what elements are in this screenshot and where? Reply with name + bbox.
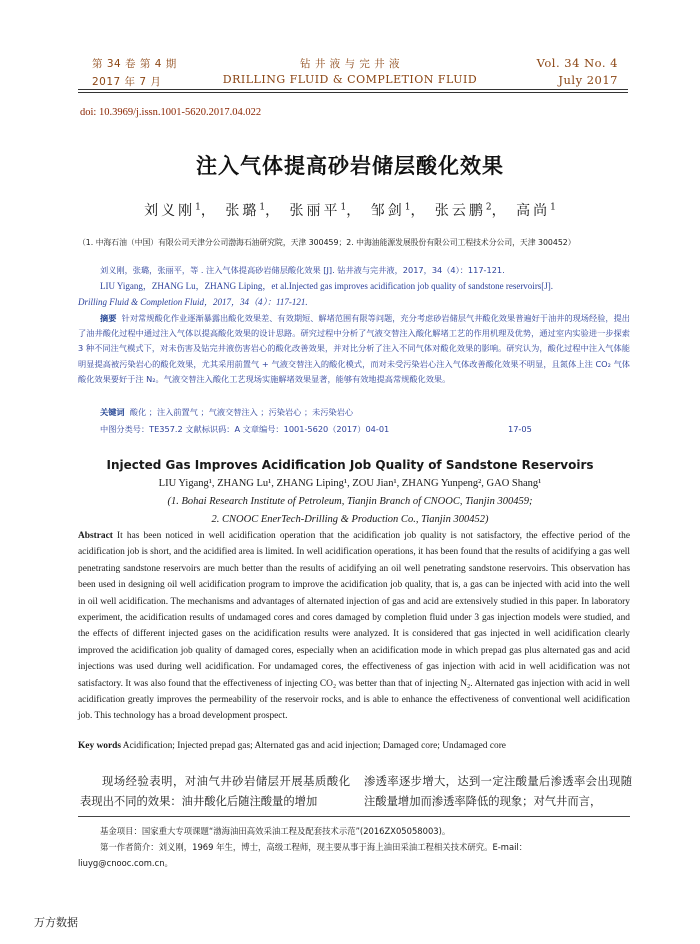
abstract-cn <box>78 311 630 387</box>
abstract-en-text: It has been noticed in well acidification operation that the acidification job quality is not satisfactory, the effective period of the acidification job is short, and the acidified area is limited. In well acidification operations, it has been found that the results of acidifying a gas well penetrating sandstone reservoirs are much better than the results of acidifying an oil well penetrating sandstone reservoirs. This observation has been used in designing oil well acidification program to improve the acidification job quality, that is, a gas can be injected with acid into the well in oil well acidification. The mechanisms and advantages of alternated injection of gas and acid are extensively studied in this paper. In laboratory experiment, the acidification results of undamaged cores and cores damaged by completion fluid under 3 gas injection models were studied, and the effects of different injected gases on the acidification results were analyzed. It is considered that gas injected in well acidification clearly improved the acidification job quality of damaged cores, especially when an acidification mode in which prepad gas plus alternated gas and acid injections was used during well acidification. For undamaged cores, the effectiveness of gas injection with acid in well acidification was not satisfactory. It was also found that the effectiveness of injecting CO₂ was better than that of injecting N₂. Alternated gas injection with acid in well acidification greatly improves the permeability of the reservoir rocks, and is able to enhance the effectiveness of conventional well acidification job. This technology has a broad development prospect. <box>78 531 631 722</box>
footnote-author-email: liuyg@cnooc.com.cn。 <box>78 857 173 868</box>
keywords-cn-text: 酸化 ；注入前置气 ；气液交替注入 ；污染岩心 ；未污染岩心 <box>129 407 354 417</box>
abstract-en-label: Abstract <box>78 531 113 541</box>
author-sup: 1 <box>550 202 556 213</box>
authors-cn: 刘义刚$^1$， 张璐$^1$， 张丽平$^1$， 邹剑$^1$， 张云鹏$^2$， 高尚$^1$ <box>144 202 556 219</box>
header-rule-thin <box>78 92 628 93</box>
author-sup: 1 <box>259 202 266 213</box>
abstract-cn-label: 摘要 <box>100 313 117 323</box>
affiliation-en-2: 2. CNOOC EnerTech-Drilling & Production Co., Tianjin 300452) <box>211 514 489 525</box>
author-cn: 张云鹏 <box>434 203 486 219</box>
keywords-cn <box>78 405 633 421</box>
abstract-en <box>78 528 630 725</box>
citation-en-1: LIU Yigang，ZHANG Lu，ZHANG Liping，et al.Injected gas improves acidification job quality of sandstone reservoirs[J]. <box>100 281 554 291</box>
author-sup: 2 <box>485 202 492 213</box>
body-right-column: 渗透率逐步增大，达到一定注酸量后渗透率会出现随注酸量增加而渗透率降低的现象；对气井而言， <box>364 775 632 808</box>
author-cn: 高尚 <box>516 203 551 219</box>
author-cn: 张丽平 <box>289 203 341 219</box>
classification-text: 中图分类号：TE357.2 文献标识码：A 文章编号：1001-5620（2017）04-01 <box>100 424 390 434</box>
keywords-en-text: Acidification; Injected prepad gas; Alternated gas and acid injection; Damaged core; Undamaged core <box>122 741 506 751</box>
vol-en: Vol. 34 No. 4 <box>536 56 618 70</box>
footnote-fund: 基金项目：国家重大专项课题“渤海油田高效采油工程及配套技术示范”(2016ZX05058003)。 <box>100 826 451 836</box>
abstract-cn-text: 针对常规酸化作业逐渐暴露出酸化效果差、有效期短、解堵范围有限等问题，充分考虑砂岩储层气井酸化效果普遍好于油井的现场经验，提出了油井酸化过程中通过注入气体以提高酸化效果的设计思路。研究过程中分析了气液交替注入酸化解堵工艺的作用机理及优势，通过室内实验进一步探索 3 种不同注气模式下，对未伤害及钻完井液伤害岩心的酸化改善效果，并对比分析了注入不同气体对酸化效果的影响。研究认为，酸化过程中注入气体能明显提高被污染岩心的酸化效果，尤其采用前置气 + 气液交替注入的酸化模式，而对未受污染岩心注入气体改善酸化效果不明显，且氮体上注 CO₂ 气体酸化效果要好于注 N₂。气液交替注入酸化工艺现场实施解堵效果显著，能够有效地提高常规酸化效果。 <box>78 313 630 384</box>
keywords-cn-label: 关键词 <box>100 407 125 417</box>
page-marker: 17-05 <box>508 424 532 434</box>
journal-en: DRILLING FLUID & COMPLETION FLUID <box>222 73 478 86</box>
issue-cn: 第 34 卷 第 4 期 <box>92 58 177 70</box>
doi[interactable]: doi: 10.3969/j.issn.1001-5620.2017.04.022 <box>80 107 262 118</box>
header-rule <box>78 89 628 90</box>
author-cn: 刘义刚 <box>144 203 196 219</box>
author-sup: 1 <box>340 202 347 213</box>
footnote-author: 第一作者简介：刘义刚，1969 年生，博士，高级工程师，现主要从事于海上油田采油工程相关技术研究。E-mail： <box>100 841 528 852</box>
author-sup: 1 <box>404 202 411 213</box>
footnote-rule <box>78 816 630 817</box>
authors-en: LIU Yigang¹, ZHANG Lu¹, ZHANG Liping¹, ZOU Jian¹, ZHANG Yunpeng², GAO Shang¹ <box>158 478 542 489</box>
author-sup: 1 <box>195 202 201 213</box>
keywords-en <box>78 738 630 754</box>
date-cn: 2017 年 7 月 <box>92 76 162 88</box>
journal-cn: 钻 井 液 与 完 井 液 <box>299 58 401 70</box>
citation-cn <box>78 263 633 279</box>
watermark-text: 万方数据 <box>34 916 78 929</box>
body-left-column: 现场经验表明，对油气井砂岩储层开展基质酸化表现出不同的效果：油井酸化后随注酸量的增加 <box>80 775 350 808</box>
title-cn: 注入气体提高砂岩储层酸化效果 <box>196 154 504 178</box>
footnotes <box>78 824 630 871</box>
affiliation-en-1: (1. Bohai Research Institute of Petroleum, Tianjin Branch of CNOOC, Tianjin 300459; <box>167 496 533 507</box>
citation-cn-text: 刘义刚，张璐，张丽平，等 . 注入气体提高砂岩储层酸化效果 [J]. 钻井液与完井液，2017，34（4）：117-121. <box>100 265 505 275</box>
author-cn: 邹剑 <box>370 203 405 219</box>
citation-en-2: Drilling Fluid & Completion Fluid，2017，34（4）：117-121. <box>78 297 308 307</box>
author-cn: 张璐 <box>225 203 260 219</box>
classification-cn <box>78 422 633 438</box>
date-en: July 2017 <box>558 73 618 87</box>
affiliation-cn: （1. 中海石油（中国）有限公司天津分公司渤海石油研究院，天津 300459；2. 中海油能源发展股份有限公司工程技术分公司，天津 300452） <box>78 238 576 247</box>
keywords-en-label: Key words <box>78 741 121 751</box>
title-en: Injected Gas Improves Acidification Job Quality of Sandstone Reservoirs <box>106 458 594 472</box>
